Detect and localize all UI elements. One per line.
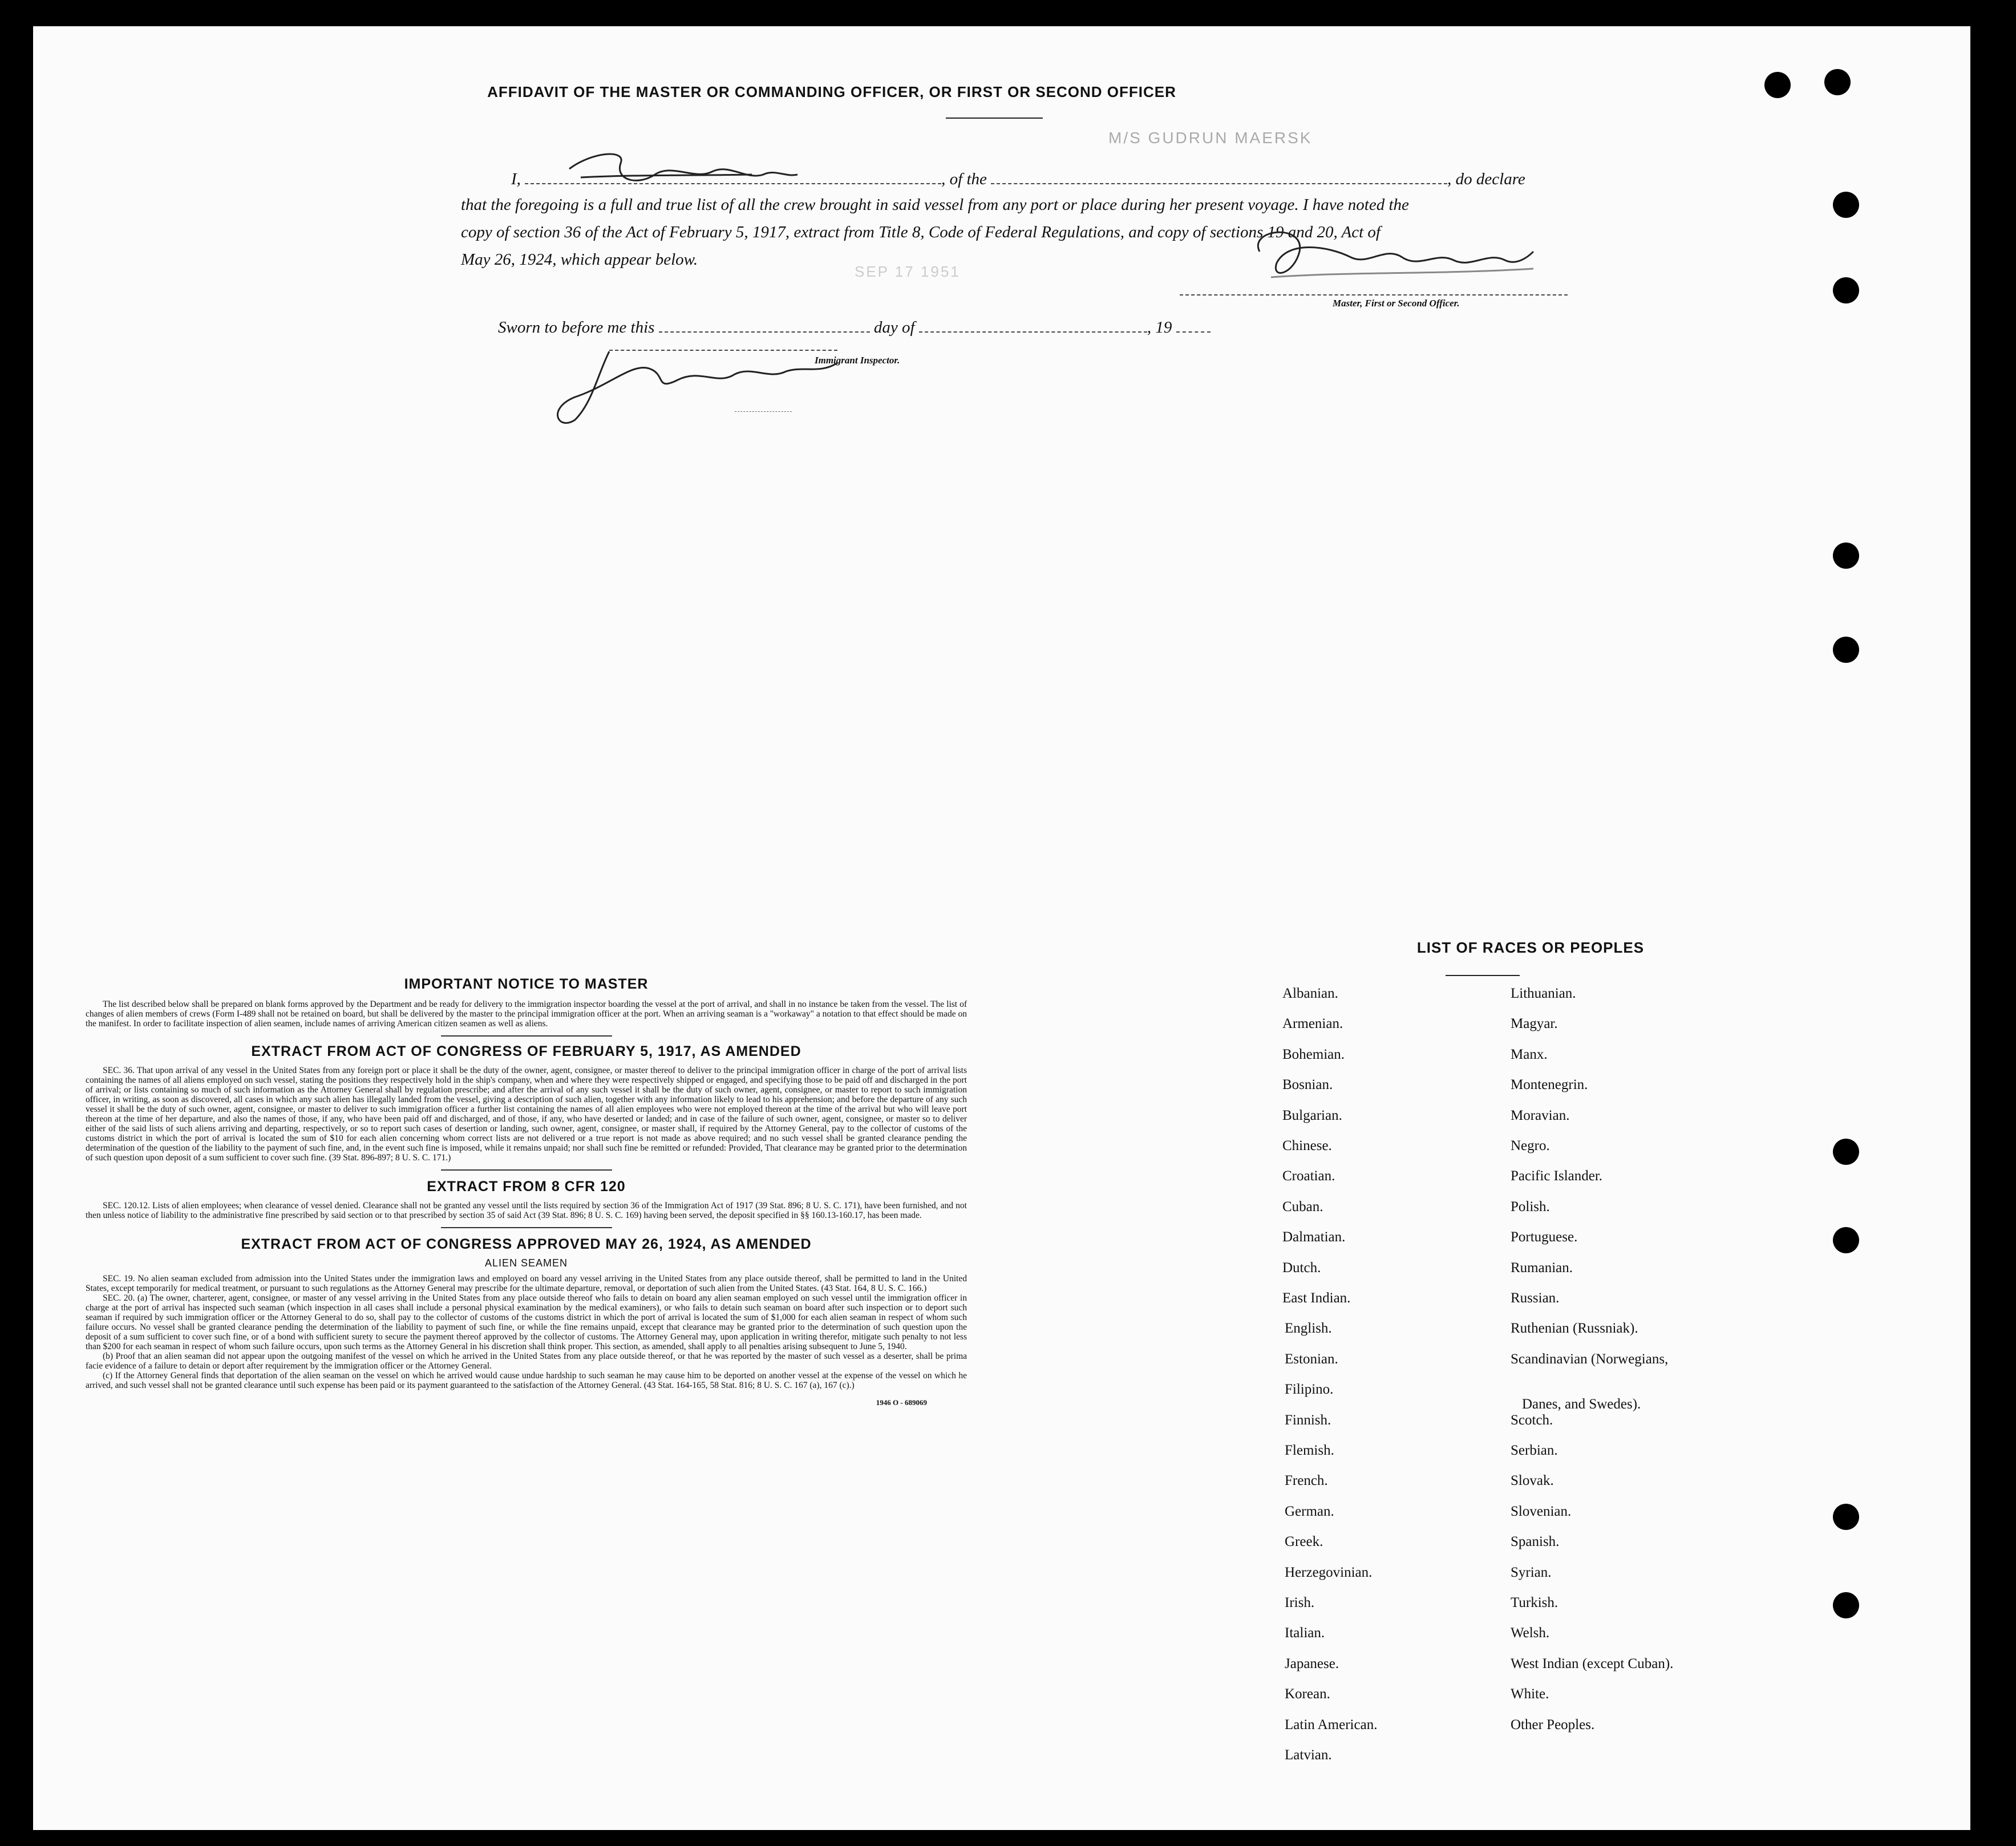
sworn-year-field[interactable] [1176, 320, 1211, 333]
race-item: Negro. [1511, 1138, 1550, 1153]
race-item: Korean. [1285, 1686, 1330, 1702]
race-item: Irish. [1285, 1595, 1315, 1610]
race-item: Danes, and Swedes). [1522, 1396, 1641, 1412]
race-item: White. [1511, 1686, 1549, 1702]
affidavit-title: AFFIDAVIT OF THE MASTER OR COMMANDING OFFICER, OR FIRST OR SECOND OFFICER [487, 83, 1176, 100]
punch-hole [1833, 192, 1859, 218]
race-item: Latvian. [1285, 1747, 1332, 1763]
races-divider [1446, 975, 1520, 976]
document-page [33, 26, 1970, 1830]
race-item: Moravian. [1511, 1107, 1570, 1123]
extract-1924-subtitle: ALIEN SEAMEN [484, 1257, 568, 1269]
race-item: Other Peoples. [1511, 1717, 1595, 1732]
extract-1924-sec20c: (c) If the Attorney General finds that deportation of the alien seaman on the vessel on which he arrived would cause undue hardship to such seaman he may cause him to be deported on another vessel at the expense of the vessel on which he arrived, and such vessel shall not be granted clearance until such expense has been paid or its payment guaranteed to the satisfaction of the Attorney General. (43 Stat. 164-165, 58 Stat. 816; 8 U. S. C. 167 (a), 167 (c).) [86, 1371, 967, 1390]
vessel-name-field[interactable] [991, 172, 1447, 184]
race-item: Spanish. [1511, 1534, 1560, 1550]
affidavit-do-declare: , do declare [1447, 170, 1525, 188]
race-item: Filipino. [1285, 1382, 1334, 1398]
race-item: Croatian. [1282, 1168, 1335, 1184]
inspector-signature [541, 340, 860, 431]
section-divider [441, 1035, 612, 1037]
punch-hole [1764, 72, 1791, 98]
race-item: Bosnian. [1282, 1077, 1333, 1093]
officer-signature-line [1180, 294, 1568, 295]
notice-title: IMPORTANT NOTICE TO MASTER [404, 976, 649, 992]
sworn-month-field[interactable] [919, 320, 1147, 333]
punch-hole [1833, 1139, 1859, 1165]
race-item: Latin American. [1285, 1717, 1378, 1732]
race-item: Finnish. [1285, 1412, 1331, 1428]
sworn-line [498, 318, 1211, 337]
race-item: Slovenian. [1511, 1503, 1572, 1519]
race-item: English. [1285, 1321, 1332, 1337]
race-item: Japanese. [1285, 1655, 1339, 1671]
race-item: Bohemian. [1282, 1046, 1345, 1062]
race-item: Estonian. [1285, 1351, 1338, 1367]
officer-signature [1237, 217, 1556, 292]
officer-caption: Master, First or Second Officer. [1333, 298, 1460, 309]
punch-hole [1833, 277, 1859, 303]
extract-cfr-title: EXTRACT FROM 8 CFR 120 [427, 1179, 626, 1195]
race-item: German. [1285, 1503, 1334, 1519]
race-item: Dutch. [1282, 1260, 1321, 1276]
race-item: Syrian. [1511, 1564, 1552, 1580]
race-item: Flemish. [1285, 1443, 1334, 1458]
extract-1924-title: EXTRACT FROM ACT OF CONGRESS APPROVED MAY 26, 1924, AS AMENDED [241, 1236, 812, 1252]
race-item: Greek. [1285, 1534, 1323, 1550]
race-item: Albanian. [1282, 986, 1338, 1001]
title-divider [946, 118, 1043, 119]
affidavit-of-the: , of the [941, 170, 987, 188]
race-item: Manx. [1511, 1046, 1548, 1062]
affidavit-body-line-4: May 26, 1924, which appear below. [461, 250, 698, 269]
race-item: Armenian. [1282, 1016, 1343, 1032]
race-item: Portuguese. [1511, 1229, 1578, 1245]
punch-hole [1833, 637, 1859, 663]
print-code: 1946 O - 689069 [876, 1398, 927, 1407]
sworn-day-field[interactable] [659, 320, 870, 333]
race-item: Bulgarian. [1282, 1107, 1342, 1123]
race-item: Montenegrin. [1511, 1077, 1588, 1093]
race-item: Turkish. [1511, 1595, 1558, 1610]
race-item: Welsh. [1511, 1625, 1550, 1641]
punch-hole [1833, 1227, 1859, 1253]
sworn-prefix: Sworn to before me this [498, 318, 655, 337]
sworn-day-of: day of [873, 318, 915, 337]
punch-hole [1833, 543, 1859, 569]
race-item: Slovak. [1511, 1473, 1554, 1489]
inspector-caption: Immigrant Inspector. [815, 355, 900, 366]
race-item: Scotch. [1511, 1412, 1553, 1428]
race-item: Pacific Islander. [1511, 1168, 1603, 1184]
race-item: Lithuanian. [1511, 986, 1576, 1001]
date-stamp: SEP 17 1951 [855, 263, 961, 280]
race-item: Polish. [1511, 1199, 1550, 1215]
race-item: Cuban. [1282, 1199, 1323, 1215]
vessel-name-stamp: M/S GUDRUN MAERSK [1108, 129, 1313, 147]
inspector-divider [735, 411, 792, 412]
master-signature [546, 146, 809, 197]
extract-1917-text: SEC. 36. That upon arrival of any vessel in the United States from any foreign port or place it shall be the duty of the owner, agent, consignee, or master thereof to deliver to the principal immigration officer in charge of the port of arrival lists containing the names of all aliens employed on such vessel, stating the positions they respectively hold in the ship's company, when and where they were respectively shipped or engaged, and specifying those to be paid off and discharged in the port of arrival; or lists containing so much of such information as the Attorney General shall by regulation prescribe; and after the arrival of any such vessel it shall be the duty of such owner, agent, consignee, or master to report to such immigration officer, in writing, as soon as discovered, all cases in which any such alien has illegally landed from the vessel, giving a description of such alien, together with any information likely to lead to his apprehension; and before the departure of any such vessel it shall be the duty of such owner, agent, consignee, or master to deliver to such immigration officer a further list containing the names of all alien employees who were not employed thereon at the time of the arrival but who will leave port thereon at the time of her departure, and also the names of those, if any, who have been paid off and discharged, and of those, if any, who have deserted or landed; and in case of the failure of such owner, agent, consignee, or master so to deliver either of the said lists of such aliens arriving and departing, respectively, or so to report such cases of desertion or landing, such owner, agent, consignee, or master shall, if required by the Attorney General, pay to the collector of customs of the customs district in which the port of arrival is located the sum of $10 for each alien concerning whom correct lists are not delivered or a true report is not made as above required; and no such vessel shall be granted clearance pending the determination of the question of the liability to the payment of such fine, and, in the event such fine is imposed, while it remains unpaid; nor shall such fine be remitted or refunded: Provided, That clearance may be granted prior to the determination of such question upon deposit of a sum sufficient to cover such fine. (39 Stat. 896-897; 8 U. S. C. 171.) [86, 1066, 967, 1163]
extract-cfr-text: SEC. 120.12. Lists of alien employees; when clearance of vessel denied. Clearance shall not be granted any vessel until the lists required by section 36 of the Immigration Act of 1917 (39 Stat. 896; 8 U. S. C. 171), have been furnished, and not then unless notice of liability to the administrative fine prescribed by said section or to that prescribed by section 35 of said Act (39 Stat. 896; 8 U. S. C. 169) having been served, the deposit specified in §§ 160.13-160.17, has been made. [86, 1201, 967, 1220]
race-item: Dalmatian. [1282, 1229, 1346, 1245]
race-item: Scandinavian (Norwegians, [1511, 1351, 1669, 1367]
races-title: LIST OF RACES OR PEOPLES [1416, 939, 1645, 956]
section-divider [441, 1169, 612, 1171]
punch-hole [1833, 1592, 1859, 1618]
race-item: Rumanian. [1511, 1260, 1573, 1276]
race-item: West Indian (except Cuban). [1511, 1655, 1674, 1671]
race-item: Herzegovinian. [1285, 1564, 1373, 1580]
race-item: Ruthenian (Russniak). [1511, 1321, 1638, 1337]
notice-text: The list described below shall be prepared on blank forms approved by the Department and be ready for delivery to the immigration inspector boarding the vessel at the port of arrival, and shall in no instance be taken from the vessel. The list of changes of alien members of crews (Form I-489 shall not be retained on board, but shall be delivered by the master to the principal immigration officer at the port. When an arriving seaman is a "workaway" a notation to that effect should be made on the manifest. In order to facilitate inspection of alien seamen, include names of arriving American citizen seamen as well as aliens. [86, 999, 967, 1029]
punch-hole [1824, 69, 1851, 95]
extract-1924-sec20b: (b) Proof that an alien seaman did not appear upon the outgoing manifest of the vessel on which he arrived in the United States from any place outside thereof, or that he was reported by the master of such vessel as a deserter, shall be prima facie evidence of a failure to detain or deport after requirement by the immigration officer or the Attorney General. [86, 1351, 967, 1371]
race-item: East Indian. [1282, 1290, 1351, 1306]
extract-1924-sec20a: SEC. 20. (a) The owner, charterer, agent, consignee, or master of any vessel arriving in the United States from any place outside thereof who fails to detain on board any alien seaman employed on such vessel until the immigration officer in charge at the port of arrival has inspected such seaman (which inspection in all cases shall include a personal physical examination by the medical examiners), or who fails to detain such seaman on board after such inspection or to deport such seaman if required by such immigration officer or the Attorney General to do so, shall pay to the collector of customs of the customs district in which the port of arrival is located the sum of $1,000 for each alien seaman in respect of whom such failure occurs. No vessel shall be granted clearance pending the determination of the liability to payment of such fine, or while the fine remains unpaid, except that clearance may be granted prior to the determination of such question upon the deposit of a sum sufficient to cover such fine, or of a bond with sufficient surety to secure the payment thereof approved by the collector of customs. The Attorney General may, upon application in writing therefor, mitigate such penalty to not less than $200 for each seaman in respect of whom such failure occurs, upon such terms as the Attorney General in his discretion shall think proper. This section, as amended, shall apply to all penalties arising subsequent to June 5, 1940. [86, 1293, 967, 1351]
sworn-year: , 19 [1147, 318, 1172, 337]
extract-1924-sec19: SEC. 19. No alien seaman excluded from admission into the United States under the immigration laws and employed on board any vessel arriving in the United States from any place outside thereof, shall be permitted to land in the United States, except temporarily for medical treatment, or pursuant to such regulations as the Attorney General may prescribe for the ultimate departure, removal, or deportation of such alien from the United States. (43 Stat. 164, 8 U. S. C. 166.) [86, 1274, 967, 1293]
section-divider [441, 1227, 612, 1228]
race-item: Chinese. [1282, 1138, 1332, 1153]
affidavit-i: I, [511, 170, 521, 188]
race-item: Russian. [1511, 1290, 1560, 1306]
race-item: Magyar. [1511, 1016, 1558, 1032]
affidavit-body-line-2: that the foregoing is a full and true list of all the crew brought in said vessel from any port or place during her present voyage. I have noted the [461, 196, 1409, 214]
race-item: Italian. [1285, 1625, 1325, 1641]
punch-hole [1833, 1504, 1859, 1530]
extract-1917-title: EXTRACT FROM ACT OF CONGRESS OF FEBRUARY 5, 1917, AS AMENDED [251, 1043, 801, 1059]
inspector-signature-line [609, 350, 837, 351]
race-item: French. [1285, 1473, 1328, 1489]
race-item: Serbian. [1511, 1443, 1558, 1458]
affidavit-body-line-3: copy of section 36 of the Act of February 5, 1917, extract from Title 8, Code of Federal Regulations, and copy of sections 19 and 20, Act of [461, 223, 1381, 241]
legal-text-column [86, 976, 967, 1407]
